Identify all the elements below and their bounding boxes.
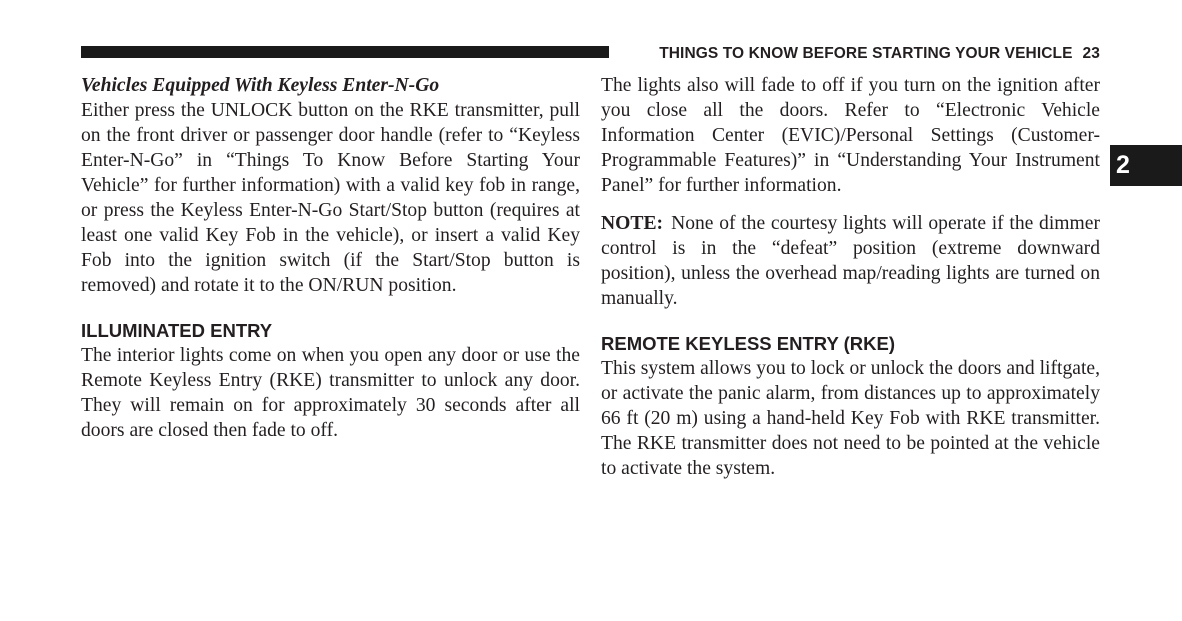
- page-number: 23: [1082, 45, 1100, 62]
- right-column: [601, 73, 1100, 481]
- heading-illuminated-entry: ILLUMINATED ENTRY: [81, 320, 273, 341]
- paragraph-unlock-instructions: Either press the UNLOCK button on the RKE transmitter, pull on the front driver or passenger door handle (refer to “Keyless Enter-N-Go” in “Things To Know Before Starting Your Vehicle” for further information) with a valid key fob in range, or press the Keyless Enter-N-Go Start/​Stop button (requires at least one valid Key Fob in the vehicle), or insert a valid Key Fob into the ignition switch (if the Start/​Stop button is removed) and rotate it to the ON/​RUN position.: [81, 100, 580, 296]
- left-column: [81, 73, 580, 443]
- note-label: NOTE:: [601, 213, 664, 234]
- running-title: THINGS TO KNOW BEFORE STARTING YOUR VEHICLE: [659, 45, 1073, 62]
- paragraph-rke-system: This system allows you to lock or unlock the doors and liftgate, or activate the panic alarm, from distances up to approximately 66 ft (20 m) using a hand-held Key Fob with RKE transmitter. The RKE transmitter does not need to be pointed at the vehicle to activate the system.: [601, 358, 1100, 479]
- running-header: [622, 44, 1100, 64]
- chapter-tab: 2: [1110, 145, 1182, 186]
- header-rule: [81, 46, 609, 58]
- paragraph-illuminated-entry: The interior lights come on when you open any door or use the Remote Keyless Entry (RKE) transmitter to unlock any door. They will remain on for approximately 30 seconds after all doors are closed then fade to off.: [81, 345, 580, 441]
- note-text: None of the courtesy lights will operate if the dimmer control is in the “defeat” position (extreme downward position), unless the overhead map/​reading lights are turned on manually.: [601, 213, 1100, 309]
- paragraph-lights-fade: The lights also will fade to off if you turn on the ignition after you close all the doors. Refer to “Electronic Vehicle Information Center (EVIC)/​Personal Settings (Customer-​Programmable Features)” in “Understanding Your Instrument Panel” for further information.: [601, 75, 1100, 196]
- heading-remote-keyless-entry: REMOTE KEYLESS ENTRY (RKE): [601, 333, 895, 354]
- note-paragraph: [601, 211, 1100, 311]
- subheading-keyless-enter-n-go: Vehicles Equipped With Keyless Enter-N-Go: [81, 75, 440, 96]
